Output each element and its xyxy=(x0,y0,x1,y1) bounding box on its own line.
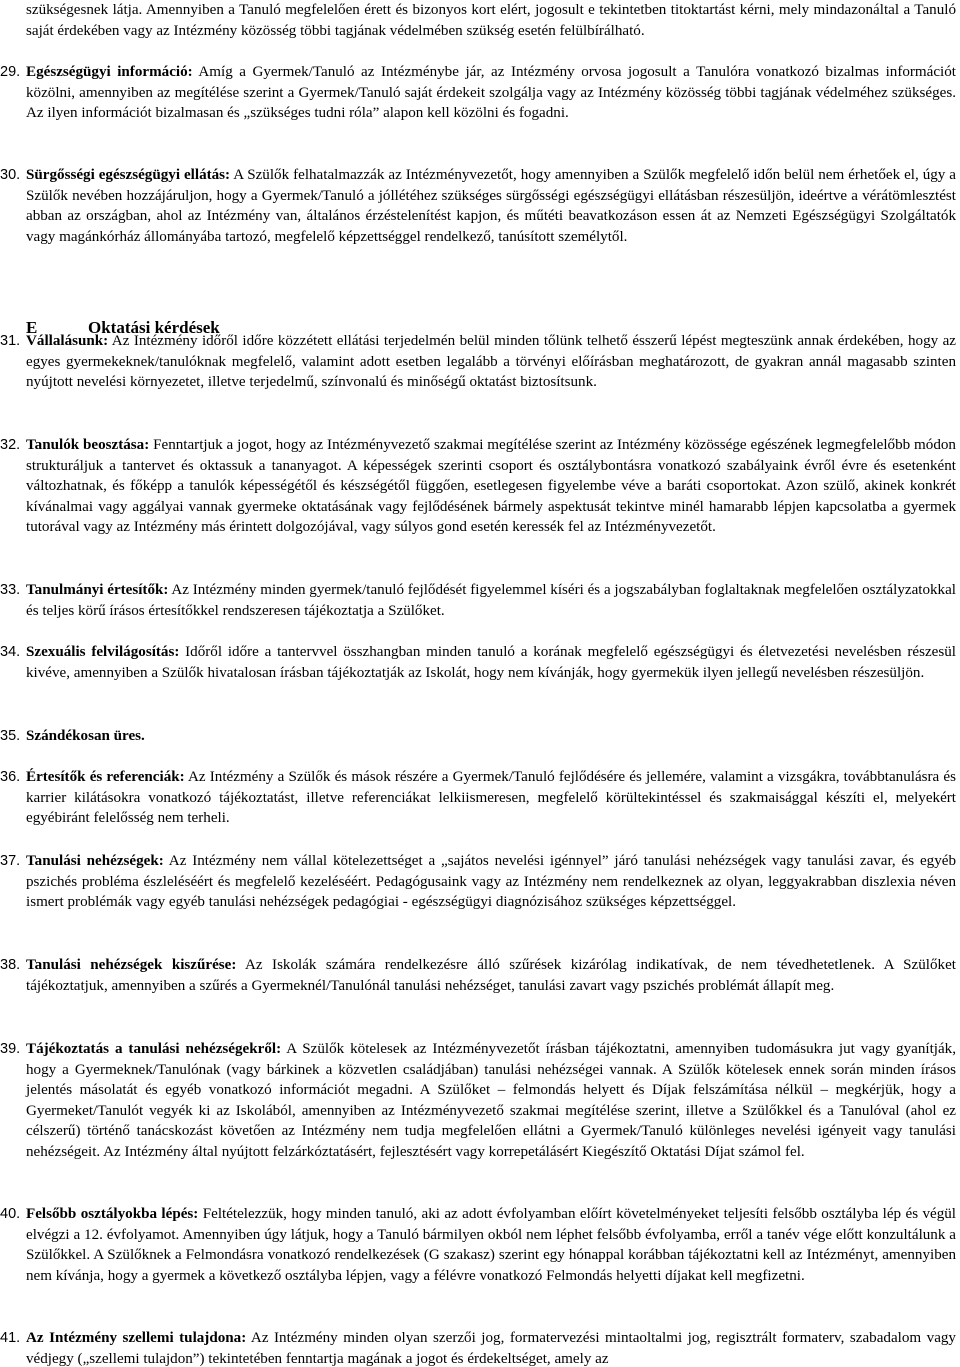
item-number: 30. xyxy=(0,167,21,183)
item-39 xyxy=(0,1039,956,1163)
item-text: Amíg a Gyermek/Tanuló az Intézménybe jár, az Intézmény orvosa jogosult a Tanulóra vonatkozó bizalmas információt közölni, amennyiben az megítélése szerint a Gyermek/Tanuló saját érdekeit szolgálja vagy az Intézmény közösség többi tagjának védelméhez szükséges. Az ilyen információt bizalmasan és „szükséges tudni róla” alapon kell közölni és fogadni. xyxy=(26,64,956,122)
item-40 xyxy=(0,1204,957,1286)
item-number: 40. xyxy=(0,1206,21,1222)
item-30 xyxy=(0,165,956,247)
item-number: 34. xyxy=(0,644,21,660)
item-text: A Szülők kötelesek az Intézményvezetőt írásban tájékoztatni, amennyiben tudomásukra jut vagy gyanítják, hogy a Gyermeknek/Tanulónak (vagy bárkinek a közvetlen családjában) tanulási nehézségei vannak. A Szülők kötelesek ennek során minden írásos jelentés másolatát és egyéb vonatkozó információt megadni. A Szülőket – felmondás helyett és Díjak felszámítása nélkül – megkérjük, hogy a Gyermeket/Tanulót vegyék ki az Iskolából, amennyiben az Intézményvezető szakmai megítélése szerint, illetve a Szülőkkel és a Tanulóval (ahol ez célszerű) történő tanácskozást követően az Intézmény nem tudja megfelelően ellátni a Gyermek/Tanuló különleges nevelési igényeit vagy tanulási nehézségeit. Az Intézmény által nyújtott felzárkóztatásért, fejlesztésért vagy korrepetálásért Kiegészítő Oktatási Díjat számol fel. xyxy=(26,1041,956,1160)
item-title: Sürgősségi egészségügyi ellátás: xyxy=(26,167,231,183)
section-title: Oktatási kérdések xyxy=(88,318,220,337)
item-number: 39. xyxy=(0,1041,21,1057)
item-title: Tanulási nehézségek kiszűrése: xyxy=(26,957,237,973)
item-32 xyxy=(0,435,956,538)
item-text: Az Intézmény a Szülők és mások részére a Gyermek/Tanuló fejlődésére és jellemére, valamint a vizsgákra, továbbtanulásra és karrier kilátásokra vonatkozó tájékoztatást, illetve referenciákat lelkiismeresen, megfelelő körültekintéssel és szakmaisággal készíti el, melyekért egyébiránt felelősség nem terheli. xyxy=(26,769,956,827)
item-41 xyxy=(0,1328,956,1367)
item-number: 31. xyxy=(0,333,21,349)
item-title: Értesítők és referenciák: xyxy=(26,769,185,785)
item-text: A Szülők felhatalmazzák az Intézményvezetőt, hogy amennyiben a Szülők megfelelő időn belül nem érhetőek el, úgy a Szülők nevében hozzájáruljon, hogy a Gyermek/Tanuló a jóllétéhez szükséges sürgősségi egészségügyi ellátásban részesüljön, ideértve a vérátömlesztést abban az országban, ahol az Intézmény van, általános érzéstelenítést kapjon, és műtéti beavatkozáson essen át az Nemzeti Egészségügyi Szolgáltatók vagy magánkórház állományába tartozó, megfelelő képzettséggel rendelkező, tanúsított személytől. xyxy=(26,167,956,245)
item-title: Tanulmányi értesítők: xyxy=(26,582,169,598)
item-38 xyxy=(0,955,956,996)
item-36 xyxy=(0,767,956,829)
item-29 xyxy=(0,62,956,124)
item-text: Az Intézmény nem vállal kötelezettséget a „sajátos nevelési igénnyel” járó tanulási nehézségek vagy tanulási zavar, és egyéb pszichés probléma észleléséért és megfelelő kezeléséért. Pedagógusaink vagy az Intézmény nem rendelkeznek az olyan, leggyakrabban diszlexia néven ismert problémák vagy egyéb tanulási nehézségek pedagógiai - egészségügyi diagnózisához szükséges képzettséggel. xyxy=(26,853,956,911)
item-title: Tájékoztatás a tanulási nehézségekről: xyxy=(26,1041,282,1057)
item-number: 41. xyxy=(0,1330,21,1346)
item-37 xyxy=(0,851,956,913)
item-31 xyxy=(0,331,956,393)
item-text: Az Intézmény minden gyermek/tanuló fejlődését figyelemmel kíséri és a jogszabályban foglaltaknak megfelelően osztályzatokkal és teljes körű írásos értesítőkkel rendszeresen tájékoztatja a Szülőket. xyxy=(26,582,956,619)
item-title: Felsőbb osztályokba lépés: xyxy=(26,1206,199,1222)
item-title: Tanulási nehézségek: xyxy=(26,853,164,869)
item-number: 37. xyxy=(0,853,21,869)
item-number: 38. xyxy=(0,957,21,973)
item-number: 35. xyxy=(0,728,21,744)
intro-paragraph: szükségesnek látja. Amennyiben a Tanuló megfelelően érett és bizonyos kort elért, jogosult e tekintetben titoktartást kérni, mely mindazonáltal a Tanuló saját érdekében vagy az Intézmény közösség többi tagjának védelmében szükség esetén felülbírálható. xyxy=(26,2,956,39)
item-title: Az Intézmény szellemi tulajdona: xyxy=(26,1330,247,1346)
section-letter: E xyxy=(26,318,38,337)
item-text: Az Iskolák számára rendelkezésre álló szűrések kizárólag indikatívak, de nem tévedhetetlenek. A Szülőket tájékoztatjuk, amennyiben a szűrés a Gyermeknél/Tanulónál tanulási nehézséget, tanulási zavart vagy pszichés problémát állapít meg. xyxy=(26,957,956,994)
item-number: 33. xyxy=(0,582,21,598)
item-number: 32. xyxy=(0,437,21,453)
item-text: Időről időre a tantervvel összhangban minden tanuló a korának megfelelő egészségügyi és életvezetési nevelésben részesül kivéve, amennyiben a Szülők hivatalosan írásban tájékoztatják az Iskolát, hogy nem kívánják, hogy gyermekük ilyen jellegű nevelésben részesüljön. xyxy=(26,644,956,681)
item-title: Vállalásunk: xyxy=(26,333,109,349)
item-text: Feltételezzük, hogy minden tanuló, aki az adott évfolyamban előírt követelményeket teljesíti felsőbb osztályba lép és végül elvégzi a 12. évfolyamot. Amennyiben úgy látjuk, hogy a Tanuló bármilyen okból nem léphet felsőbb évfolyamba, erről a tanév vége előtt konzultálunk a Szülőkkel. A Szülőknek a Felmondásra vonatkozó rendelkezések (G szakasz) szerint egy hónappal korábban tájékoztatni kell az Intézményt, amennyiben nem kívánja, hogy a gyermek a következő osztályba lépjen, vagy a félévre vonatkozó Felmondás helyetti díjakat kell megfizetni. xyxy=(26,1206,957,1284)
item-text: Az Intézmény időről időre közzétett ellátási terjedelmén belül minden tőlünk telhető ésszerű lépést megteszünk annak érdekében, hogy az egyes gyermekeknek/tanulóknak megfelelő, valamint adott esetben legalább a törvényi előírásban meghatározott, de gyakran annál magasabb szinten nyújtott nevelési környezetet, illetve terjedelmű, színvonalú és minőségű oktatást biztosítsunk. xyxy=(26,333,956,391)
item-title: Egészségügyi információ: xyxy=(26,64,193,80)
item-34 xyxy=(0,642,956,683)
item-text: Az Intézmény minden olyan szerzői jog, formatervezési mintaoltalmi jog, regisztrált formaterv, szabadalom vagy védjegy („szellemi tulajdon”) tekintetében fenntartja magának a jogot és érdekeltséget, amely az xyxy=(26,1330,956,1367)
item-text: Fenntartjuk a jogot, hogy az Intézményvezető szakmai megítélése szerint az Intézmény közössége egészének legmegfelelőbb módon strukturáljuk a tantervet és oktassuk a tananyagot. A képességek szerinti csoport és osztálybontásra vonatkozó szabályaink évről évre és esetenként változhatnak, és főképp a tanulók képességétől és készségétől függően, esetlegesen figyelembe véve a baráti csoportokat. Azon szülő, akinek konkrét kívánalmai vagy aggályai vannak gyermeke oktatásának vagy fejlődésének bármely aspektusát tekintve minél hamarabb lépjen kapcsolatba a gyermek tutorával vagy az Intézmény más érintett dolgozójával, vagy súlyos gond esetén keressék fel az Intézményvezetőt. xyxy=(26,437,956,536)
item-number: 29. xyxy=(0,64,21,80)
item-title: Szexuális felvilágosítás: xyxy=(26,644,180,660)
item-number: 36. xyxy=(0,769,21,785)
item-33 xyxy=(0,580,956,621)
item-title: Tanulók beosztása: xyxy=(26,437,150,453)
item-35 xyxy=(0,726,956,747)
item-title: Szándékosan üres. xyxy=(26,728,145,744)
